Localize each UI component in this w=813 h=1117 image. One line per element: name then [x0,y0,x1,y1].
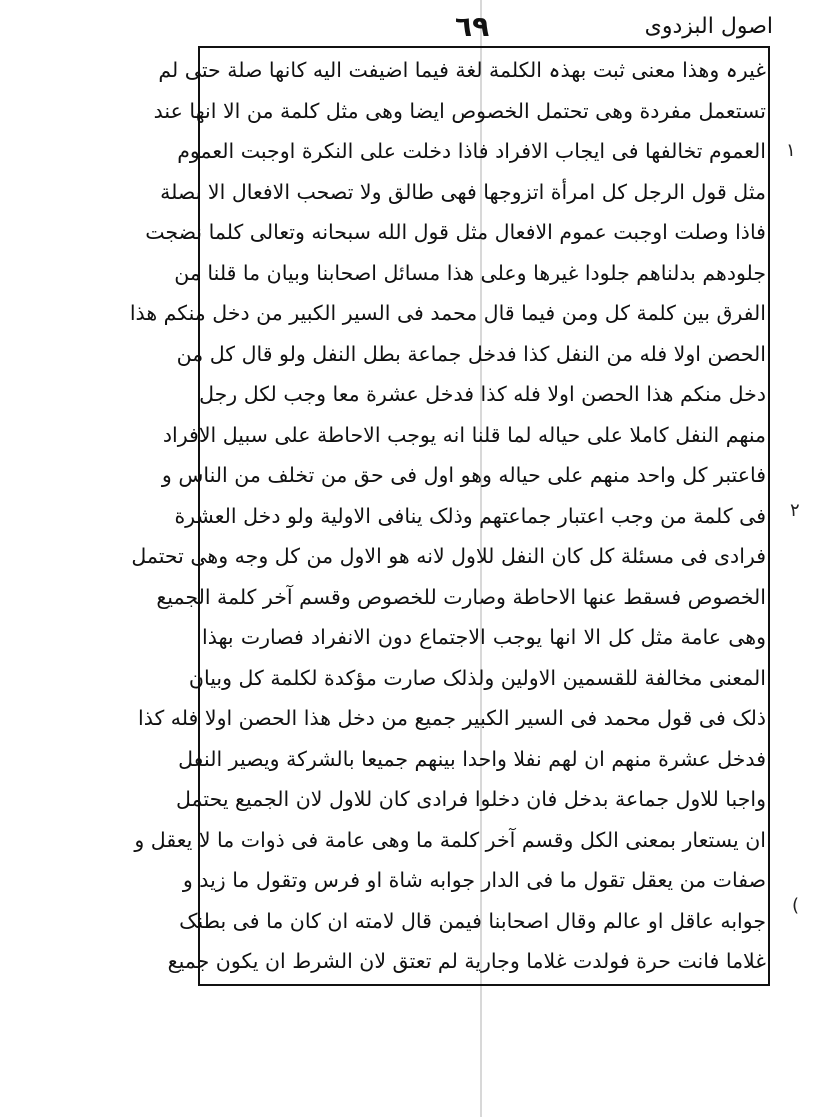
text-line-8: الحصن اولا فله من النفل کذا فدخل جماعة بطل النفل ولو قال کل من [176,341,766,366]
text-line-16: المعنی مخالفة للقسمین الاولین ولذلک صارت مؤکدة لکلمة کل وبیان [188,665,766,690]
text-line-15: وهی عامة مثل کل الا انها یوجب الاجتماع دون الانفراد فصارت بهذا [202,625,766,649]
text-line-5: فاذا وصلت اوجبت عموم الافعال مثل قول الله سبحانه وتعالی کلما نضجت [145,220,766,244]
text-line-22: جوابه عاقل او عالم وقال اصحابنا فیمن قال لامته ان کان ما فی بطنک [179,908,766,933]
margin-mark-1: ١ [786,140,796,161]
text-line-23: غلاما فانت حرة فولدت غلاما وجاریة لم تعتق لان الشرط ان یکون جمیع [167,949,766,973]
text-line-3: العموم تخالفها فی ایجاب الافراد فاذا دخلت علی النکرة اوجبت العموم [177,139,766,163]
text-line-6: جلودهم بدلناهم جلودا غیرها وعلی هذا مسائل اصحابنا وبیان ما قلنا من [174,260,766,285]
text-line-17: ذلک فی قول محمد فی السیر الکبیر جمیع من دخل هذا الحصن اولا فله کذا [138,706,766,730]
page-header [0,10,813,46]
text-line-10: منهم النفل کاملا علی حیاله لما قلنا انه یوجب الاحاطة علی سبیل الافراد [162,422,766,447]
text-line-9: دخل منکم هذا الحصن اولا فله کذا فدخل عشرة معا وجب لکل رجل [199,382,766,406]
text-line-18: فدخل عشرة منهم ان لهم نفلا واحدا بینهم جمیعا بالشرکة ویصیر النفل [178,746,766,771]
page-number: ٦٩ [455,10,490,43]
text-line-13: فرادی فی مسئلة کل کان النفل للاول لانه هو الاول من کل وجه وهی تحتمل [131,544,766,568]
text-line-20: ان یستعار بمعنی الکل وقسم آخر کلمة ما وهی عامة فی ذوات ما لا یعقل و [134,827,766,852]
text-line-12: فی کلمة من وجب اعتبار جماعتهم وذلک ینافی الاولیة ولو دخل العشرة [174,503,766,528]
text-line-1: غیرہ وهذا معنی ثبت بهذہ الکلمة لغة فیما اضیفت الیه کانها صلة حتی لم [158,58,766,82]
text-line-4: مثل قول الرجل کل امرأة اتزوجها فهی طالق ولا تصحب الافعال الا بصلة [160,179,766,204]
text-line-19: واجبا للاول جماعة بدخل فان دخلوا فرادی کان للاول لان الجمیع یحتمل [176,787,766,811]
text-line-2: تستعمل مفردة وهی تحتمل الخصوص ایضا وهی مثل کلمة من الا انها عند [153,98,766,123]
margin-mark-2: ٢ [790,500,800,521]
text-line-7: الفرق بین کلمة کل ومن فیما قال محمد فی السیر الکبیر من دخل منکم هذا [129,301,766,325]
text-line-21: صفات من یعقل تقول ما فی الدار جوابه شاة او فرس وتقول ما زید و [182,868,766,892]
margin-mark-3: ( [792,895,800,916]
text-block [129,50,770,982]
book-title: اصول البزدوی [644,14,773,39]
text-line-11: فاعتبر کل واحد منهم علی حیاله وهو اول فی حق من تخلف من الناس و [161,463,766,487]
text-line-14: الخصوص فسقط عنها الاحاطة وصارت للخصوص وقسم آخر کلمة الجمیع [156,584,766,609]
